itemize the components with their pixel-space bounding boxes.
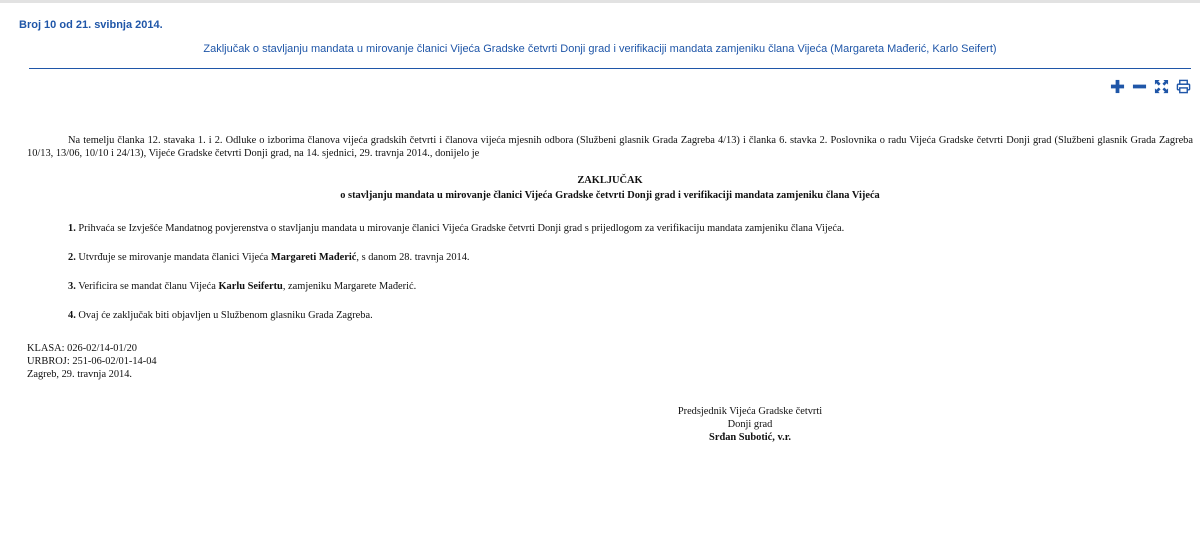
urbroj-line: URBROJ: 251-06-02/01-14-04 (27, 356, 157, 367)
top-border (0, 0, 1200, 3)
list-item: 3. Verificira se mandat članu Vijeća Karlu Seifertu, zamjeniku Margarete Mađerić. (68, 281, 417, 292)
toolbar (1110, 79, 1191, 94)
zoom-out-icon[interactable] (1132, 79, 1147, 94)
place-date-line: Zagreb, 29. travnja 2014. (27, 369, 133, 380)
intro-paragraph: Na temelju članka 12. stavaka 1. i 2. Odluke o izborima članova vijeća gradskih četvrti i članova vijeća mjesnih odbora (Službeni glasnik Grada Zagreba 4/13) i članka 6. stavka 2. Poslovnika o radu Vijeća Gradske četvrti Donji grad (Službeni glasnik Grada Zagreba 10/13, 13/06, 10/10 i 24/13), Vijeće Gradske četvrti Donji grad, na 14. sjednici, 29. travnja 2014., donijelo je (27, 135, 1193, 159)
list-item: 1. Prihvaća se Izvješće Mandatnog povjerenstva o stavljanju mandata u mirovanje članici Vijeća Gradske četvrti Donji grad s prijedlogom za verifikaciju mandata zamjeniku člana Vijeća. (68, 223, 845, 234)
title-divider (29, 68, 1191, 69)
signature-name: Srđan Subotić, v.r. (709, 432, 791, 443)
zoom-in-icon[interactable] (1110, 79, 1125, 94)
klasa-line: KLASA: 026-02/14-01/20 (27, 343, 137, 354)
document-title: Zaključak o stavljanju mandata u mirovanje članici Vijeća Gradske četvrti Donji grad i verifikaciji mandata zamjeniku člana Vijeća (Margareta Mađerić, Karlo Seifert) (203, 43, 997, 55)
decision-subheading: o stavljanju mandata u mirovanje članici Vijeća Gradske četvrti Donji grad i verifikaciji mandata zamjeniku člana Vijeća (340, 190, 880, 201)
signature-block (610, 405, 890, 444)
print-icon[interactable] (1176, 79, 1191, 94)
document-body (27, 134, 1193, 381)
list-item: 4. Ovaj će zaključak biti objavljen u Službenom glasniku Grada Zagreba. (68, 310, 373, 321)
signature-title: Predsjednik Vijeća Gradske četvrti (677, 406, 823, 417)
issue-number: Broj 10 od 21. svibnja 2014. (19, 19, 163, 31)
document-metadata (27, 342, 1193, 381)
list-item: 2. Utvrđuje se mirovanje mandata članici Vijeća Margareti Mađerić, s danom 28. travnja 2014. (68, 252, 470, 263)
fullscreen-icon[interactable] (1154, 79, 1169, 94)
signature-district: Donji grad (727, 419, 773, 430)
decision-heading: ZAKLJUČAK (577, 175, 643, 186)
